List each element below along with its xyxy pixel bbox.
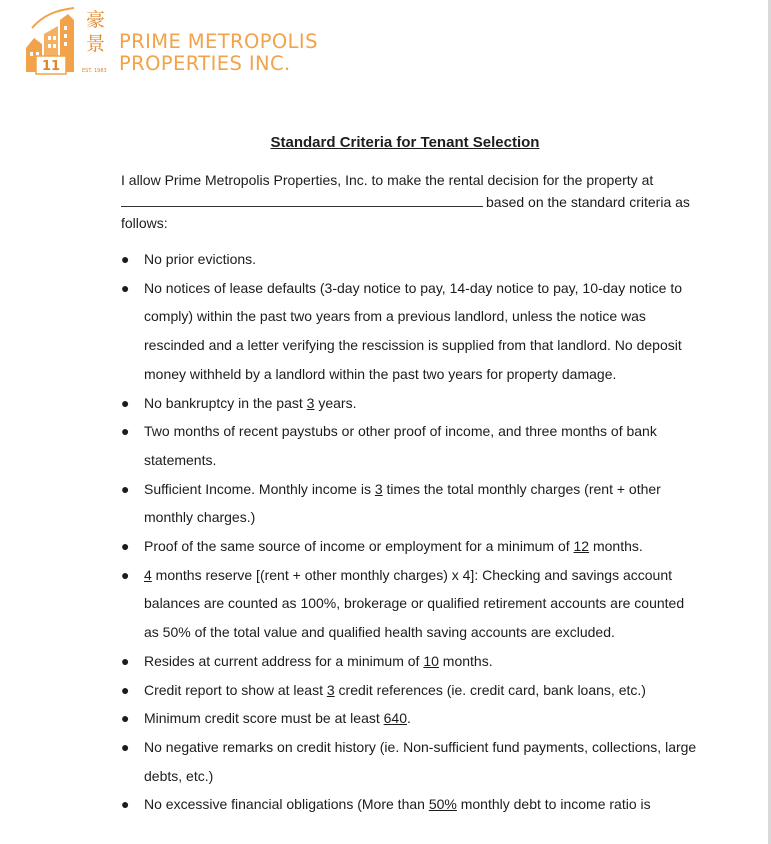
criteria-text-post: years. <box>314 394 357 411</box>
criteria-text-pre: Resides at current address for a minimum of <box>144 652 424 669</box>
criteria-text: No notices of lease defaults (3-day notice to pay, 14-day notice to pay, 10-day notice to comply) within the past two years from a previous landlord, unless the notice was rescinded and a letter verifying the rescission is supplied from that landlord. No deposit money withheld by a landlord within the past two years for property damage. <box>144 279 683 382</box>
bullet-icon: ● <box>121 538 130 555</box>
criteria-value: 3 <box>306 394 315 411</box>
logo-char-1: 豪 <box>86 9 106 31</box>
criteria-text-post: months. <box>438 652 493 669</box>
criteria-value: 50% <box>428 796 457 813</box>
intro-text-2: based on the standard criteria as follows: <box>121 193 690 231</box>
building-logo-icon <box>24 4 116 76</box>
bullet-icon: ● <box>121 566 130 583</box>
criteria-text-pre: Proof of the same source of income or employment for a minimum of <box>144 538 574 555</box>
criteria-text-post: months reserve [(rent + other monthly charges) x 4]: Checking and savings account balances are counted as 100%, brokerage or qualified retirement accounts are counted as 50% of the total value and qualified health saving accounts are excluded. <box>144 566 685 641</box>
document-title: Standard Criteria for Tenant Selection <box>270 134 540 151</box>
criteria-value: 3 <box>374 480 383 497</box>
criteria-item <box>121 245 701 274</box>
bullet-icon: ● <box>121 423 130 440</box>
criteria-value: 4 <box>144 566 152 583</box>
intro-text-1: I allow Prime Metropolis Properties, Inc. to make the rental decision for the property at <box>121 172 654 188</box>
criteria-value: 10 <box>423 652 439 669</box>
criteria-item <box>121 676 701 705</box>
bullet-icon: ● <box>121 681 130 698</box>
criteria-item <box>121 274 701 389</box>
criteria-text-pre: No excessive financial obligations (More than <box>144 796 429 813</box>
company-logo <box>24 4 324 76</box>
criteria-value: 12 <box>573 538 590 555</box>
criteria-text-post: monthly debt to income ratio is <box>456 796 651 813</box>
company-name <box>119 31 318 75</box>
criteria-text: No negative remarks on credit history (ie. Non-sufficient fund payments, collections, large debts, etc.) <box>144 738 697 784</box>
bullet-icon: ● <box>121 394 130 411</box>
company-name-line1: PRIME METROPOLIS <box>119 30 318 53</box>
criteria-item <box>121 389 701 418</box>
criteria-text-pre: Minimum credit score must be at least <box>144 710 384 727</box>
property-address-blank <box>121 192 483 207</box>
criteria-text-post: months. <box>589 538 643 555</box>
criteria-item <box>121 704 701 733</box>
criteria-text: Two months of recent paystubs or other proof of income, and three months of bank statements. <box>144 423 657 468</box>
bullet-icon: ● <box>121 251 130 267</box>
bullet-icon: ● <box>121 480 130 497</box>
bullet-icon: ● <box>121 796 130 813</box>
company-name-line2: PROPERTIES INC. <box>119 52 291 75</box>
logo-est: EST. 1983 <box>82 68 107 74</box>
bullet-icon: ● <box>121 279 130 296</box>
criteria-item <box>121 647 701 676</box>
criteria-text-pre: No bankruptcy in the past <box>144 394 307 411</box>
bullet-icon: ● <box>121 738 130 755</box>
criteria-item <box>121 532 701 561</box>
intro-paragraph <box>121 170 691 235</box>
logo-char-2: 景 <box>86 33 106 55</box>
criteria-text-post: times the total monthly charges (rent + other monthly charges.) <box>144 480 661 526</box>
criteria-text: No prior evictions. <box>144 251 257 267</box>
criteria-text-post: credit references (ie. credit card, bank loans, etc.) <box>334 681 646 698</box>
criteria-item <box>121 790 701 819</box>
criteria-item <box>121 561 701 647</box>
criteria-item <box>121 417 701 474</box>
bullet-icon: ● <box>121 710 130 727</box>
criteria-value: 3 <box>326 681 335 698</box>
logo-badge: 11 <box>41 59 61 74</box>
criteria-item <box>121 475 701 532</box>
criteria-text-pre: Credit report to show at least <box>144 681 327 698</box>
criteria-value: 640 <box>383 710 407 727</box>
bullet-icon: ● <box>121 652 130 669</box>
criteria-text-post: . <box>407 710 411 727</box>
criteria-item <box>121 733 701 790</box>
criteria-list <box>121 245 701 819</box>
criteria-text-pre: Sufficient Income. Monthly income is <box>144 480 375 497</box>
